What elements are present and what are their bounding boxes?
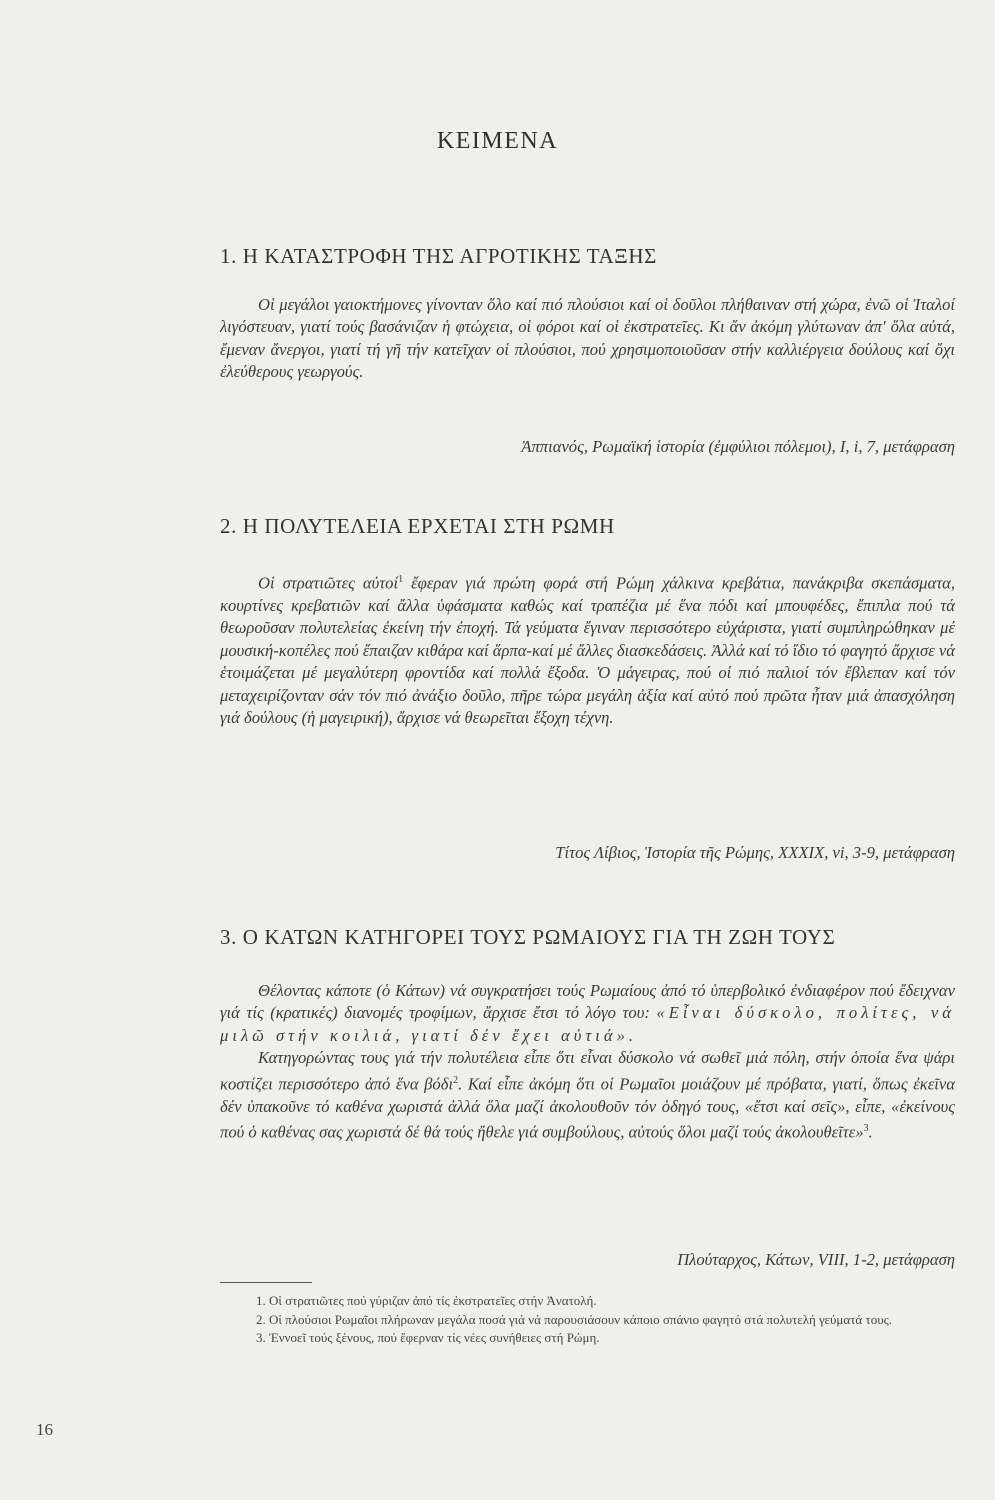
section-2-text bbox=[220, 569, 955, 729]
cato-quote: «Εἶναι δύσκολο, πολίτες, νά μιλῶ στήν κοιλιά, γιατί δέν ἔχει αὐτιά». bbox=[220, 1003, 955, 1045]
section-2-paragraph bbox=[220, 569, 955, 729]
page-number: 16 bbox=[36, 1420, 53, 1439]
section-1-text bbox=[220, 294, 955, 384]
section-1-paragraph: Οἱ μεγάλοι γαιοκτήμονες γίνονταν ὅλο καί πιό πλούσιοι καί οἱ δοῦλοι πλήθαιναν στή χώρα, ἐνῶ οἱ Ἰταλοί λιγόστευαν, γιατί τούς βασάνιζαν ἡ φτώχεια, οἱ φόροι καί οἱ ἐκστρατεῖες. Κι ἄν ἀκόμη γλύτωναν ἀπ' ὅλα αὐτά, ἔμεναν ἄνεργοι, γιατί τή γῆ τήν κατεῖχαν οἱ πλούσιοι, πού χρησιμοποιοῦσαν στήν καλλιέργεια δούλους καί ὄχι ἐλεύθερους γεωργούς. bbox=[220, 295, 955, 382]
section-3-p2-middle: . Καί εἶπε ἀκόμη ὅτι οἱ Ρωμαῖοι μοιάζουν μέ πρόβατα, γιατί, ὅπως ἐκεῖνα δέν ὑπακοῦνε τό καθένα χωριστά ἀλλά ὅλα μαζί ἀκολουθοῦν τόν ὁδηγό τους, «ἔτσι καί σεῖς», εἶπε, «ἐκείνους πού ὁ καθένας σας χωριστά δέ θά τούς ἤθελε γιά συμβούλους, αὐτούς ὅλοι μαζί τούς ἀκολουθεῖτε» bbox=[220, 1074, 955, 1142]
section-3-intro: Θέλοντας κάποτε (ὁ Κάτων) νά συγκρατήσει τούς Ρωμαίους ἀπό τό ὑπερβολικό ἐνδιαφέρον πού ἔδειχναν γιά τίς (κρατικές) διανομές τροφίμων, ἄρχισε ἔτσι τό λόγο του: bbox=[220, 981, 955, 1023]
section-2-source: Τίτος Λίβιος, Ἱστορία τῆς Ρώμης, XXXIX, vi, 3-9, μετάφραση bbox=[555, 843, 955, 862]
section-heading-2: 2. Η ΠΟΛΥΤΕΛΕΙΑ ΕΡΧΕΤΑΙ ΣΤΗ ΡΩΜΗ bbox=[220, 514, 615, 538]
section-3-paragraph-1 bbox=[220, 980, 955, 1047]
footnotes bbox=[220, 1292, 955, 1348]
section-2-text-start: Οἱ στρατιῶτες αὐτοί bbox=[258, 573, 399, 593]
footnote-2: 2. Οἱ πλούσιοι Ρωμαῖοι πλήρωναν μεγάλα ποσά γιά νά παρουσιάσουν κάποιο σπάνιο φαγητό στά πολυτελή γεύματά τους. bbox=[256, 1311, 893, 1327]
footnote-ref-1: 1 bbox=[398, 574, 404, 585]
section-1-source: Ἀππιανός, Ρωμαϊκή ἱστορία (ἐμφύλιοι πόλεμοι), I, i, 7, μετάφραση bbox=[521, 437, 955, 456]
section-heading-1: 1. Η ΚΑΤΑΣΤΡΟΦΗ ΤΗΣ ΑΓΡΟΤΙΚΗΣ ΤΑΞΗΣ bbox=[220, 244, 657, 268]
footnote-ref-2: 2 bbox=[453, 1074, 459, 1086]
section-3-p2-end: . bbox=[868, 1122, 873, 1142]
footnote-1: 1. Οἱ στρατιῶτες πού γύριζαν ἀπό τίς ἐκστρατεῖες στήν Ἀνατολή. bbox=[256, 1293, 597, 1308]
footnote-ref-3: 3 bbox=[863, 1122, 869, 1134]
footnote-3: 3. Ἐννοεῖ τούς ξένους, πού ἔφερναν τίς νέες συνήθειες στή Ρώμη. bbox=[256, 1330, 600, 1345]
section-heading-3: 3. Ο ΚΑΤΩΝ ΚΑΤΗΓΟΡΕΙ ΤΟΥΣ ΡΩΜΑΙΟΥΣ ΓΙΑ ΤΗ ΖΩΗ ΤΟΥΣ bbox=[220, 925, 836, 949]
section-3-text bbox=[220, 980, 955, 1144]
page-title: ΚΕΙΜΕΝΑ bbox=[436, 128, 559, 154]
section-3-p2-start: Κατηγορώντας τους γιά τήν πολυτέλεια εἶπε ὅτι εἶναι δύσκολο νά σωθεῖ μιά πόλη, στήν ὁποία ἕνα ψάρι κοστίζει περισσότερο ἀπό ἕνα βόδι bbox=[220, 1048, 955, 1094]
footnote-divider bbox=[220, 1282, 312, 1283]
section-3-source: Πλούταρχος, Κάτων, VIII, 1-2, μετάφραση bbox=[677, 1250, 955, 1269]
section-2-text-rest: ἔφεραν γιά πρώτη φορά στή Ρώμη χάλκινα κρεβάτια, πανάκριβα σκεπάσματα, κουρτίνες κρεβατιῶν καί ἄλλα ὑφάσματα καθώς καί τραπέζια μέ ἕνα πόδι καί μπουφέδες, ἔπιπλα πού τά θεωροῦσαν πολυτελείας ἐκείνη τήν ἐποχή. Τά γεύματα ἔγιναν περισσότερο εὐχάριστα, γιατί συμπληρώθηκαν μέ μουσική-κοπέλες πού ἔπαιζαν κιθάρα καί ἅρπα-καί μέ ἄλλες διασκεδάσεις. Ἀλλά καί τό ἴδιο τό φαγητό ἄρχισε νά ἑτοιμάζεται μέ μεγαλύτερη φροντίδα καί πολλά ἔξοδα. Ὁ μάγειρας, πού οἱ πιό παλιοί τόν ἔβλεπαν καί τόν μεταχειρίζονταν σάν τόν πιό ἀνάξιο δοῦλο, πῆρε τώρα μεγάλη ἀξία καί αὐτό πού πρῶτα ἦταν μιά ἀπασχόληση γιά δούλους (ἡ μαγειρική), ἄρχισε νά θεωρεῖται ἔξοχη τέχνη. bbox=[220, 573, 955, 727]
section-3-paragraph-2 bbox=[220, 1047, 955, 1144]
